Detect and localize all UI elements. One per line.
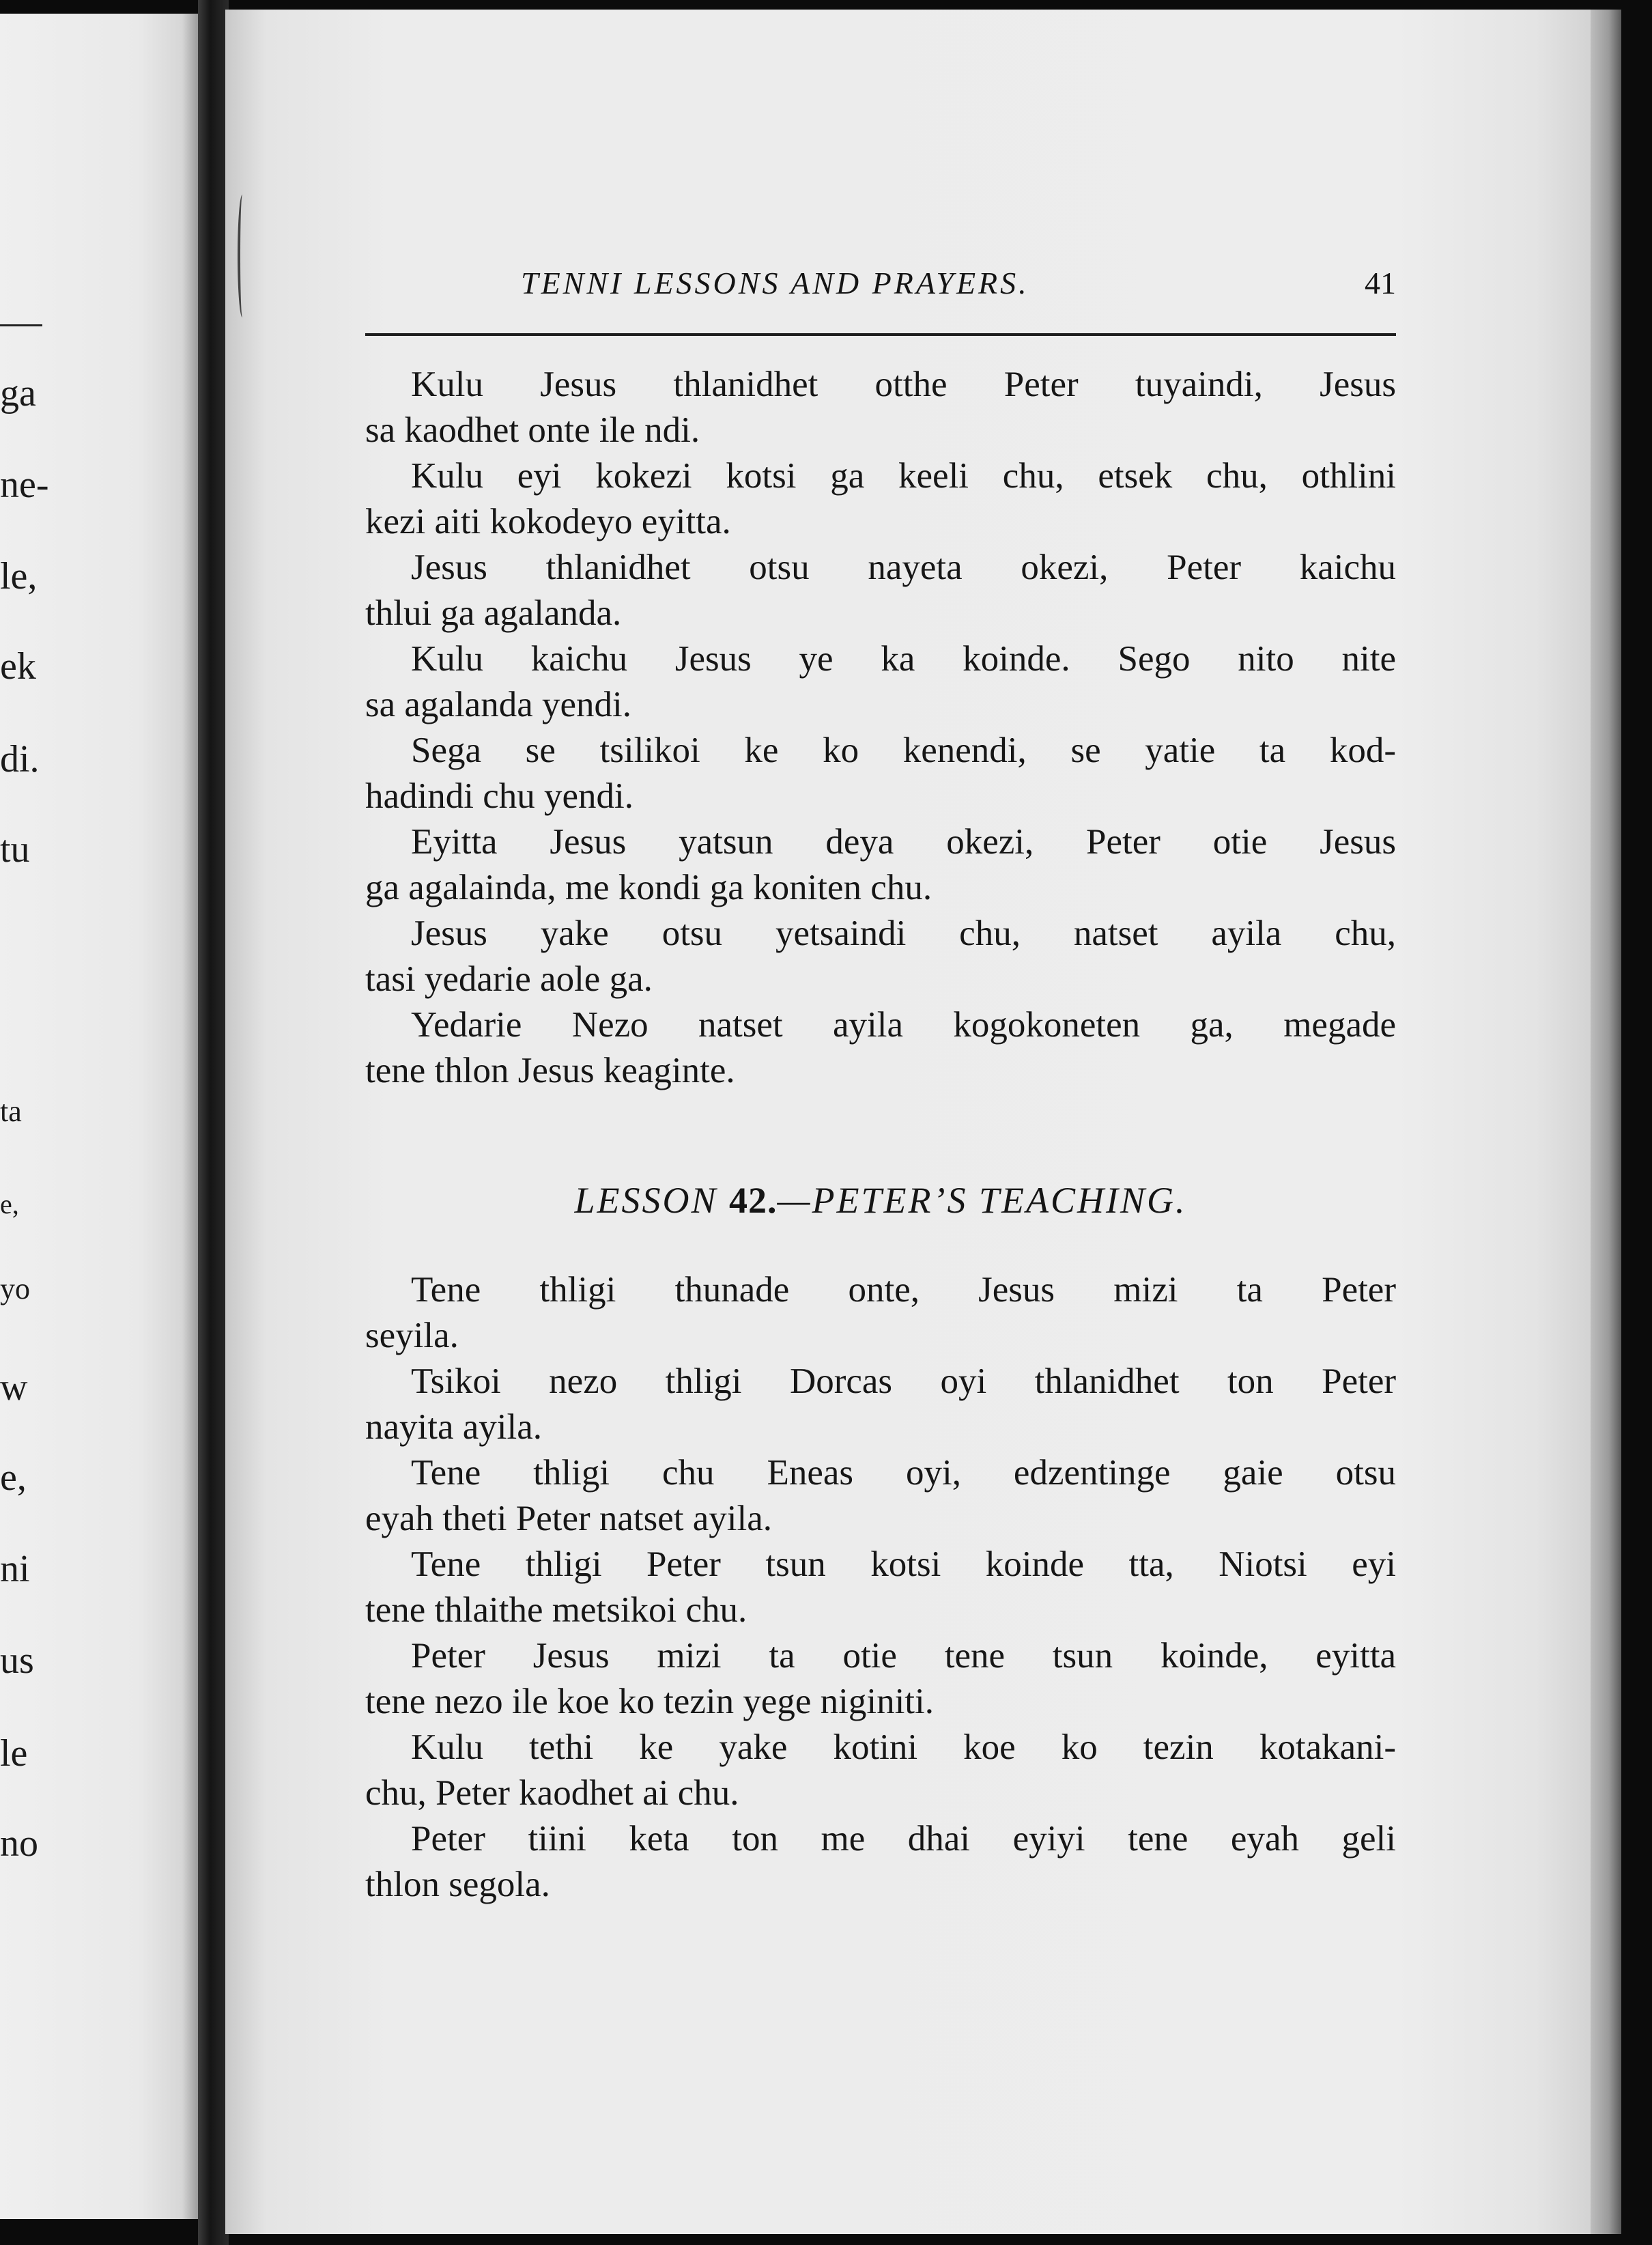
- lesson-number: 42.: [729, 1180, 778, 1221]
- paragraph: [365, 1002, 1396, 1094]
- paragraph: [365, 545, 1396, 636]
- text-line: kezi aiti kokodeyo eyitta.: [365, 502, 731, 541]
- facing-fragment: le: [0, 1732, 28, 1775]
- binding-thread: [238, 195, 247, 317]
- text-line: Kulu tethi ke yake kotini koe ko tezin kotakani-: [411, 1727, 1396, 1767]
- text-line: tene nezo ile koe ko tezin yege niginiti.: [365, 1682, 934, 1721]
- facing-fragment: ta: [0, 1095, 22, 1128]
- paragraph: [365, 453, 1396, 545]
- paragraph: [365, 1359, 1396, 1450]
- text-line: chu, Peter kaodhet ai chu.: [365, 1773, 739, 1813]
- facing-fragment: ga: [0, 372, 36, 414]
- text-line: Eyitta Jesus yatsun deya okezi, Peter otie Jesus: [411, 822, 1396, 862]
- text-line: Jesus yake otsu yetsaindi chu, natset ayila chu,: [411, 914, 1396, 953]
- lesson-text: [365, 1267, 1396, 1908]
- text-line: hadindi chu yendi.: [365, 776, 633, 816]
- text-line: Peter tiini keta ton me dhai eyiyi tene eyah geli: [411, 1819, 1396, 1859]
- text-line: Sega se tsilikoi ke ko kenendi, se yatie ta kod-: [411, 731, 1396, 770]
- facing-fragment: no: [0, 1822, 38, 1865]
- facing-fragment: w: [0, 1366, 28, 1409]
- facing-page-left: [0, 14, 198, 2219]
- paragraph: [365, 1725, 1396, 1816]
- text-line: nayita ayila.: [365, 1407, 542, 1447]
- paragraph: [365, 362, 1396, 453]
- facing-fragment: ne-: [0, 464, 49, 506]
- text-line: tasi yedarie aole ga.: [365, 959, 653, 999]
- lesson-label: LESSON: [574, 1180, 718, 1221]
- header-rule: [365, 333, 1396, 336]
- paragraph: [365, 728, 1396, 819]
- facing-fragment: ek: [0, 645, 36, 688]
- paragraph: [365, 911, 1396, 1002]
- page-edge: [1591, 10, 1621, 2234]
- facing-fragment: le,: [0, 555, 38, 597]
- lesson-heading: [365, 1173, 1396, 1228]
- text-line: thlon segola.: [365, 1865, 550, 1904]
- text-line: Kulu Jesus thlanidhet otthe Peter tuyaindi, Jesus: [411, 365, 1396, 404]
- facing-fragment: yo: [0, 1272, 30, 1305]
- text-line: Jesus thlanidhet otsu nayeta okezi, Peter kaichu: [411, 548, 1396, 587]
- paragraph: [365, 1816, 1396, 1908]
- text-line: Yedarie Nezo natset ayila kogokoneten ga, megade: [411, 1005, 1396, 1045]
- facing-fragment: ni: [0, 1548, 30, 1590]
- lesson-title: —PETER’S TEACHING.: [777, 1180, 1187, 1221]
- facing-fragment: di.: [0, 738, 40, 780]
- text-line: sa kaodhet onte ile ndi.: [365, 410, 700, 450]
- running-title: TENNI LESSONS AND PRAYERS.: [521, 266, 1029, 300]
- text-line: tene thlon Jesus keaginte.: [365, 1051, 735, 1090]
- text-line: Tene thligi Peter tsun kotsi koinde tta, Niotsi eyi: [411, 1544, 1396, 1584]
- page-number: 41: [1365, 266, 1396, 300]
- facing-fragment: us: [0, 1639, 34, 1682]
- text-line: thlui ga agalanda.: [365, 593, 622, 633]
- text-line: Kulu kaichu Jesus ye ka koinde. Sego nito nite: [411, 639, 1396, 679]
- text-line: Tsikoi nezo thligi Dorcas oyi thlanidhet ton Peter: [411, 1361, 1396, 1401]
- text-line: seyila.: [365, 1316, 459, 1355]
- book-gutter: [198, 0, 229, 2245]
- text-line: Tene thligi chu Eneas oyi, edzentinge gaie otsu: [411, 1453, 1396, 1493]
- paragraph: [365, 1267, 1396, 1359]
- text-line: tene thlaithe metsikoi chu.: [365, 1590, 747, 1630]
- page-header: [365, 259, 1396, 307]
- text-line: Kulu eyi kokezi kotsi ga keeli chu, etsek chu, othlini: [411, 456, 1396, 496]
- paragraph: [365, 1542, 1396, 1633]
- facing-page-rule: [0, 324, 42, 326]
- facing-fragment: tu: [0, 828, 30, 871]
- text-line: eyah theti Peter natset ayila.: [365, 1499, 773, 1538]
- paragraph: [365, 1450, 1396, 1542]
- facing-fragment: e,: [0, 1189, 19, 1219]
- text-line: sa agalanda yendi.: [365, 685, 631, 724]
- paragraph: [365, 636, 1396, 728]
- section-one-text: [365, 362, 1396, 1094]
- paragraph: [365, 819, 1396, 911]
- facing-fragment: e,: [0, 1456, 27, 1499]
- text-line: Peter Jesus mizi ta otie tene tsun koinde, eyitta: [411, 1636, 1396, 1676]
- text-line: ga agalainda, me kondi ga koniten chu.: [365, 868, 932, 907]
- paragraph: [365, 1633, 1396, 1725]
- text-line: Tene thligi thunade onte, Jesus mizi ta Peter: [411, 1270, 1396, 1310]
